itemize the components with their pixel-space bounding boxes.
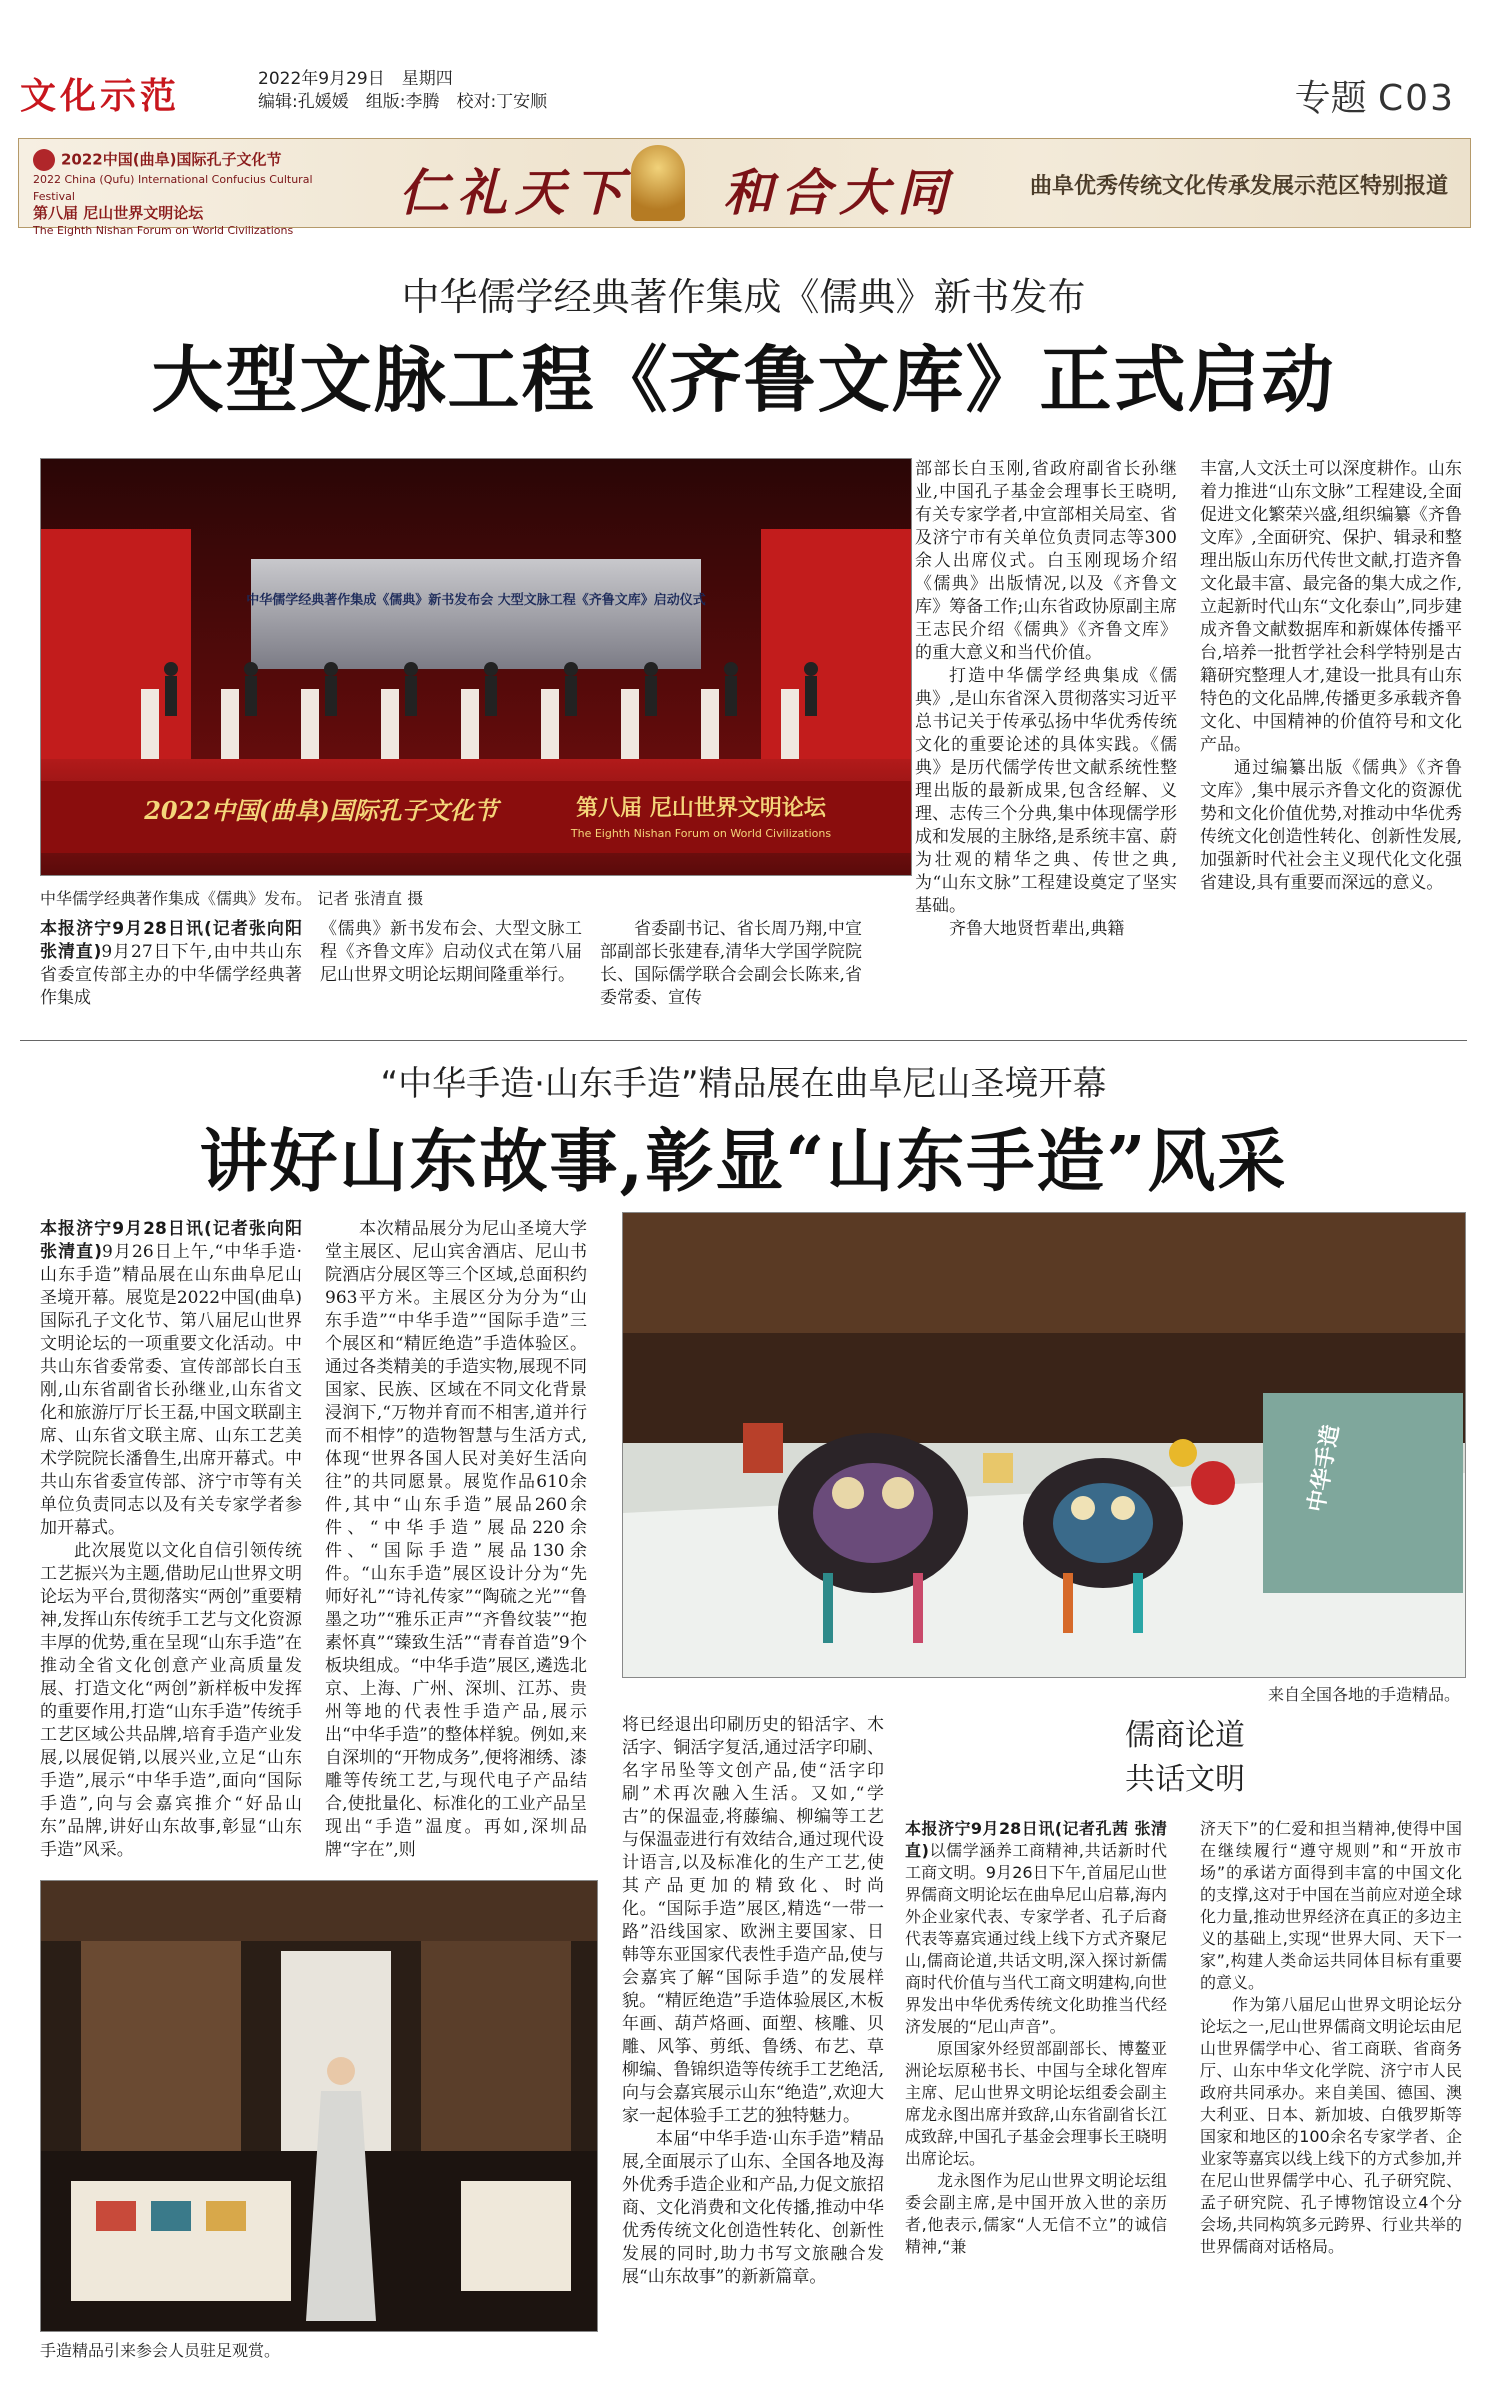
article2-byline: 本报济宁9月28日讯(记者张向阳 张清直) (40, 1219, 302, 1262)
special-report-label: 曲阜优秀传统文化传承发展示范区特别报道 (1029, 174, 1448, 199)
article1-col3-text: 省委副书记、省长周乃翔,中宣部副部长张建春,清华大学国学院院长、国际儒学联合会副会长陈来,省委常委、宣传 (600, 919, 862, 1008)
article2-photo1-caption: 来自全国各地的手造精品。 (1267, 1685, 1460, 1704)
stage-screen-tspan: 中华儒学经典著作集成《儒典》新书发布会 大型文脉工程《齐鲁文库》启动仪式 (246, 593, 706, 608)
forum-name: 第八届 尼山世界文明论坛 (33, 204, 204, 222)
forum-english: The Eighth Nishan Forum on World Civilizations (33, 224, 294, 237)
article1-photo (40, 458, 912, 876)
article1-col4-p1: 部部长白玉刚,省政府副省长孙继业,中国孔子基金会理事长王晓明,有关专家学者,中宣部相关局室、省及济宁市有关单位负责同志等300余人出席仪式。白玉刚现场介绍《儒典》出版情况,以及《齐鲁文库》筹备工作;山东省政协原副主席王志民介绍《儒典》《齐鲁文库》的重大意义和当代价值。 (915, 459, 1177, 663)
article1-kicker: 中华儒学经典著作集成《儒典》新书发布 (401, 275, 1086, 319)
article2-photo1 (622, 1212, 1466, 1678)
article1-col4-p2: 打造中华儒学经典集成《儒典》,是山东省深入贯彻落实习近平总书记关于传承弘扬中华优秀传统文化的重要论述的具体实践。《儒典》是历代儒学传世文献系统性整理出版的最新成果,包含经解、义理、志传三个分典,集中体现儒学形成和发展的主脉络,是系统丰富、蔚为壮观的精华之典、传世之典,为“山东文脉”工程建设奠定了坚实基础。 (915, 666, 1177, 916)
article1-byline: 本报济宁9月28日讯(记者张向阳 张清直) (40, 919, 302, 962)
article1-col4 (915, 458, 1177, 941)
display-sign: 中华手造 (1304, 1423, 1345, 1515)
article1-col5-p2: 通过编纂出版《儒典》《齐鲁文库》,集中展示齐鲁文化的资源优势和文化价值优势,对推动中华优秀传统文化创造性转化、创新性发展,加强新时代社会主义现代化文化强省建设,具有重要而深远的意义。 (1200, 758, 1462, 893)
article3-col1-p3: 龙永图作为尼山世界文明论坛组委会副主席,是中国开放入世的亲历者,他表示,儒家“人无信不立”的诚信精神,“兼 (905, 2171, 1167, 2256)
article3-subhead-line1: 儒商论道 (1125, 1718, 1245, 1753)
article3-col2-p2: 作为第八届尼山世界文明论坛分论坛之一,尼山世界儒商文明论坛由尼山世界儒学中心、省工商联、省商务厅、山东中华文化学院、济宁市人民政府共同承办。来自美国、德国、澳大利亚、日本、新加坡、白俄罗斯等国家和地区的100余名专家学者、企业家等嘉宾以线上线下的方式参加,并在尼山世界儒学中心、孔子研究院、孟子研究院、孔子博物馆设立4个分会场,共同构筑多元跨界、行业共举的世界儒商对话格局。 (1200, 1995, 1462, 2256)
festival-logo-icon (33, 149, 55, 171)
festival-english: 2022 China (Qufu) International Confucius Cultural Festival (33, 173, 313, 203)
article3-byline: 本报济宁9月28日讯(记者孔茜 张清直) (905, 1819, 1167, 1860)
article2-col2-p1: 本次精品展分为尼山圣境大学堂主展区、尼山宾舍酒店、尼山书院酒店分展区等三个区域,总面积约963平方米。主展区分为分为“山东手造”“中华手造”“国际手造”三个展区和“精匠绝造”手造体验区。通过各类精美的手造实物,展现不同国家、民族、区域在不同文化背景浸润下,“万物并育而不相害,道并行而不相悖”的造物智慧与生活方式,体现“世界各国人民对美好生活向往”的共同愿景。展览作品610余件,其中“山东手造”展品260余件、“中华手造”展品220余件、“国际手造”展品130余件。“山东手造”展区设计分为“先师好礼”“诗礼传家”“陶硫之光”“鲁墨之功”“雅乐正声”“齐鲁纹装”“抱素怀真”“臻致生活”“青春首造”9个板块组成。“中华手造”展区,遴选北京、上海、广州、深圳、江苏、贵州等地的代表性手造产品,展示出“中华手造”的整体样貌。例如,来自深圳的“开物成务”,便将湘绣、漆雕等传统工艺,与现代电子产品结合,使批量化、标准化的工业产品呈现出“手造”温度。再如,深圳品牌“字在”,则 (325, 1219, 587, 1860)
article1-col1-text: 9月27日下午,由中共山东省委宣传部主办的中华儒学经典著作集成 (40, 942, 302, 1008)
article1-col1 (40, 918, 302, 1010)
article1-col4-p3: 齐鲁大地贤哲辈出,典籍 (949, 919, 1125, 939)
stage-banner-right: 第八届 尼山世界文明论坛 (576, 795, 826, 821)
slogan-left: 仁礼天下 (399, 163, 631, 222)
article3-col2-p1: 济天下”的仁爱和担当精神,使得中国在继续履行“遵守规则”和“开放市场”的承诺方面得到丰富的中国文化的支撑,这对于中国在当前应对逆全球化力量,推动世界经济在真正的多边主义的基础上,实现“世界大同、天下一家”,构建人类命运共同体目标有重要的意义。 (1200, 1819, 1462, 1992)
visitors-viewing-image (41, 1881, 597, 2331)
article2-kicker: “中华手造·山东手造”精品展在曲阜尼山圣境开幕 (380, 1064, 1107, 1104)
article3-col1-p1: 以儒学涵养工商精神,共话新时代工商文明。9月26日下午,首届尼山世界儒商文明论坛在曲阜尼山启幕,海内外企业家代表、专家学者、孔子后裔代表等嘉宾通过线上线下方式齐聚尼山,儒商论道,共话文明,深入探讨新儒商时代价值与当代工商文明建构,向世界发出中华优秀传统文化助推当代经济发展的“尼山声音”。 (905, 1841, 1167, 2036)
issue-date: 2022年9月29日 星期四 (258, 69, 453, 89)
article2-col1-p2: 此次展览以文化自信引领传统工艺振兴为主题,借助尼山世界文明论坛为平台,贯彻落实“两创”重要精神,发挥山东传统手工艺与文化资源丰厚的优势,重在呈现“山东手造”在推动全省文化创意产业高质量发展、打造文化“两创”新样板中发挥的重要作用,打造“山东手造”传统手工艺区域公共品牌,培育手造产业发展,以展促销,以展兴业,立足“山东手造”,展示“中华手造”,面向“国际手造”,向与会嘉宾推介“好品山东”品牌,讲好山东故事,彰显“山东手造”风采。 (40, 1541, 302, 1860)
article2-photo2 (40, 1880, 598, 2332)
article2-col1 (40, 1218, 302, 1862)
section-title: 文化示范 (20, 76, 181, 117)
launch-ceremony-image (41, 459, 911, 875)
article2-col2 (325, 1218, 587, 1862)
article2-col1-p1: 9月26日上午,“中华手造·山东手造”精品展在山东曲阜尼山圣境开幕。展览是2022中国(曲阜)国际孔子文化节、第八届尼山世界文明论坛的一项重要文化活动。中共山东省委常委、宣传部部长白玉刚,山东省副省长孙继业,山东省文化和旅游厅厅长王磊,中国文联副主席、山东省文联主席、山东工艺美术学院院长潘鲁生,出席开幕式。中共山东省委宣传部、济宁市等有关单位负责同志以及有关专家学者参加开幕式。 (40, 1242, 302, 1538)
article2-headline: 讲好山东故事,彰显“山东手造”风采 (199, 1122, 1288, 1202)
article2-col3 (622, 1714, 884, 2289)
article3-col1-p2: 原国家外经贸部副部长、博鳌亚洲论坛原秘书长、中国与全球化智库主席、尼山世界文明论坛组委会副主席龙永图出席并致辞,山东省副省长江成致辞,中国孔子基金会理事长王晓明出席论坛。 (905, 2039, 1167, 2168)
article1-col5 (1200, 458, 1462, 895)
article1-photo-caption: 中华儒学经典著作集成《儒典》发布。 记者 张清直 摄 (40, 889, 424, 908)
article3-subhead-line2: 共话文明 (1125, 1762, 1245, 1797)
festival-name: 2022中国(曲阜)国际孔子文化节 (61, 150, 282, 169)
article1-col2 (320, 918, 582, 987)
stage-screen-text (246, 592, 706, 608)
article2-col3-p1: 将已经退出印刷历史的铅活字、木活字、铜活字复活,通过活字印刷、名字吊坠等文创产品,使“活字印刷”术再次融入生活。又如,“学古”的保温壶,将藤编、柳编等工艺与保温壶进行有效结合,通过现代设计语言,以及标准化的生产工艺,使其产品更加的精致化、时尚化。“国际手造”展区,精选“一带一路”沿线国家、欧洲主要国家、日韩等东亚国家代表性手造产品,使与会嘉宾了解“国际手造”的发展样貌。“精匠绝造”手造体验展区,木板年画、葫芦烙画、面塑、核雕、贝雕、风筝、剪纸、鲁绣、布艺、草柳编、鲁锦织造等传统手工艺绝活,向与会嘉宾展示山东“绝造”,欢迎大家一起体验手工艺的独特魅力。 (622, 1715, 884, 2126)
section-divider (20, 1040, 1467, 1041)
article1-headline: 大型文脉工程《齐鲁文库》正式启动 (151, 337, 1336, 422)
page-code: C03 (1378, 78, 1455, 119)
article3-col2 (1200, 1818, 1462, 2258)
article3-col1 (905, 1818, 1167, 2258)
handicraft-display-image (623, 1213, 1465, 1677)
article1-col2-text: 《儒典》新书发布会、大型文脉工程《齐鲁文库》启动仪式在第八届尼山世界文明论坛期间隆重举行。 (320, 919, 582, 985)
editor-credits: 编辑:孔媛媛 组版:李腾 校对:丁安顺 (258, 92, 548, 112)
festival-logos (33, 149, 323, 239)
article1-col3 (600, 918, 862, 1010)
article2-col3-p2: 本届“中华手造·山东手造”精品展,全面展示了山东、全国各地及海外优秀手造企业和产品,力促文旅招商、文化消费和文化传播,推动中华优秀传统文化创造性转化、创新性发展的同时,助力书写文旅融合发展“山东故事”的新新篇章。 (622, 2129, 884, 2287)
article2-photo2-caption: 手造精品引来参会人员驻足观赏。 (40, 2341, 281, 2360)
stage-banner-sub: The Eighth Nishan Forum on World Civilizations (570, 827, 832, 840)
stage-banner-left: 2022中国(曲阜)国际孔子文化节 (144, 796, 498, 825)
confucius-statue-icon (631, 145, 685, 221)
slogan-right: 和合大同 (723, 163, 955, 222)
article3-subhead (905, 1714, 1465, 1802)
issue-info (258, 68, 547, 114)
article1-col5-p1: 丰富,人文沃土可以深度耕作。山东着力推进“山东文脉”工程建设,全面促进文化繁荣兴盛,组织编纂《齐鲁文库》,全面研究、保护、辑录和整理出版山东历代传世文献,打造齐鲁文化最丰富、最完备的集大成之作,立起新时代山东“文化泰山”,同步建成齐鲁文献数据库和新媒体传播平台,培养一批哲学社会科学特别是古籍研究整理人才,建设一批具有山东特色的文化品牌,传播更多承载齐鲁文化、中国精神的价值符号和文化产品。 (1200, 459, 1462, 755)
page-label: 专题 (1294, 78, 1367, 119)
special-report-banner (18, 138, 1471, 237)
page-number (1295, 70, 1455, 121)
